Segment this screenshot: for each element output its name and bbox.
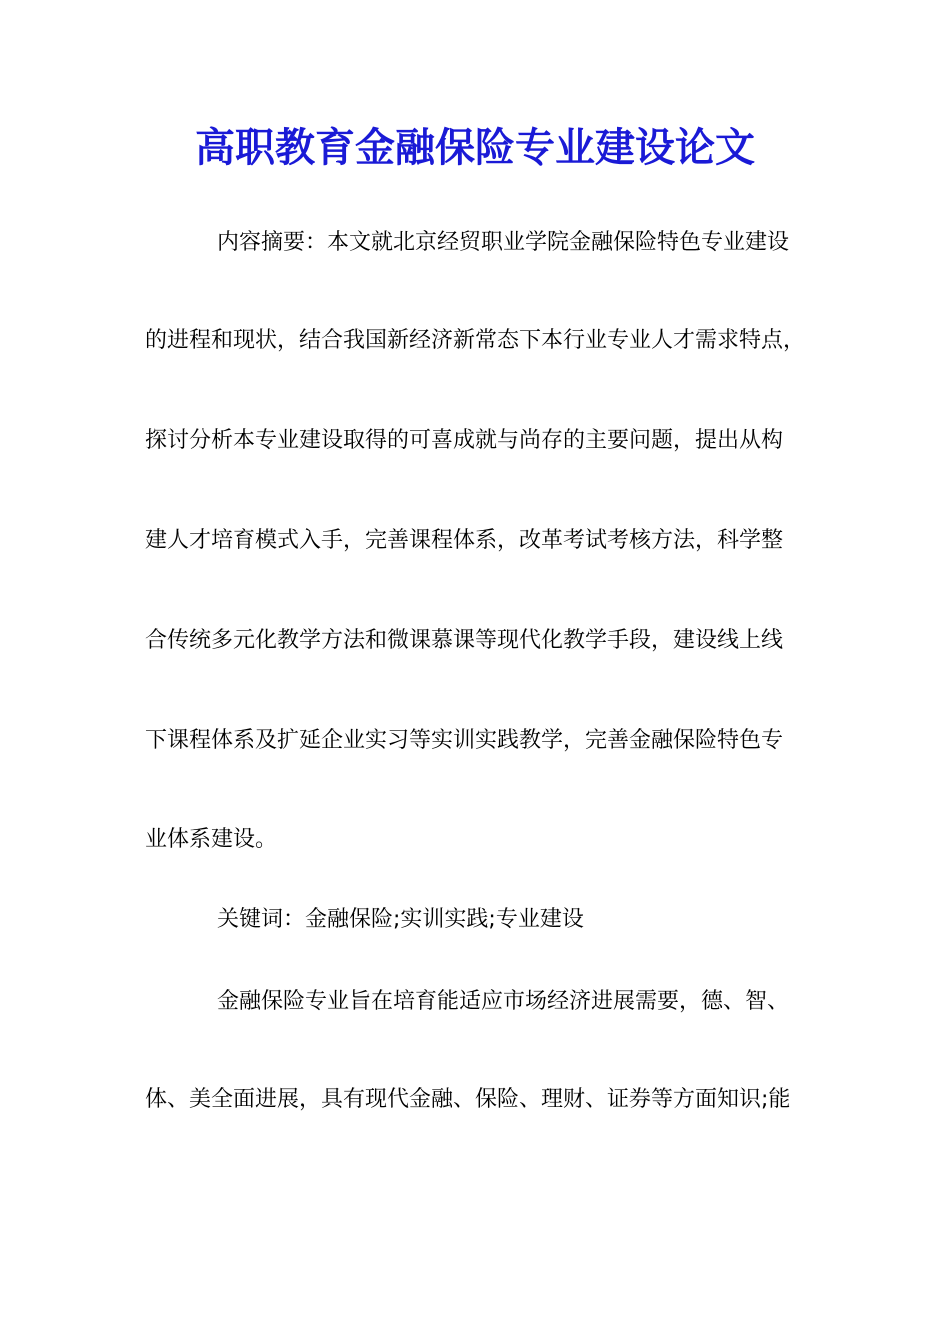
- abstract-line-6: 下课程体系及扩延企业实习等实训实践教学，完善金融保险特色专: [145, 728, 784, 753]
- document-title: 高职教育金融保险专业建设论文: [195, 124, 755, 171]
- body-line-1: 金融保险专业旨在培育能适应市场经济进展需要，德、智、: [217, 989, 790, 1014]
- keywords-line: 关键词：金融保险;实训实践;专业建设: [217, 907, 584, 932]
- abstract-line-5: 合传统多元化教学方法和微课慕课等现代化教学手段，建设线上线: [145, 628, 784, 653]
- abstract-line-1: 内容摘要：本文就北京经贸职业学院金融保险特色专业建设: [217, 230, 790, 255]
- abstract-line-4: 建人才培育模式入手，完善课程体系，改革考试考核方法，科学整: [145, 528, 784, 553]
- body-line-2: 体、美全面进展，具有现代金融、保险、理财、证券等方面知识;能: [145, 1087, 791, 1112]
- abstract-line-3: 探讨分析本专业建设取得的可喜成就与尚存的主要问题，提出从构: [145, 428, 784, 453]
- abstract-line-2: 的进程和现状，结合我国新经济新常态下本行业专业人才需求特点，: [145, 328, 806, 353]
- abstract-line-7: 业体系建设。: [145, 827, 278, 852]
